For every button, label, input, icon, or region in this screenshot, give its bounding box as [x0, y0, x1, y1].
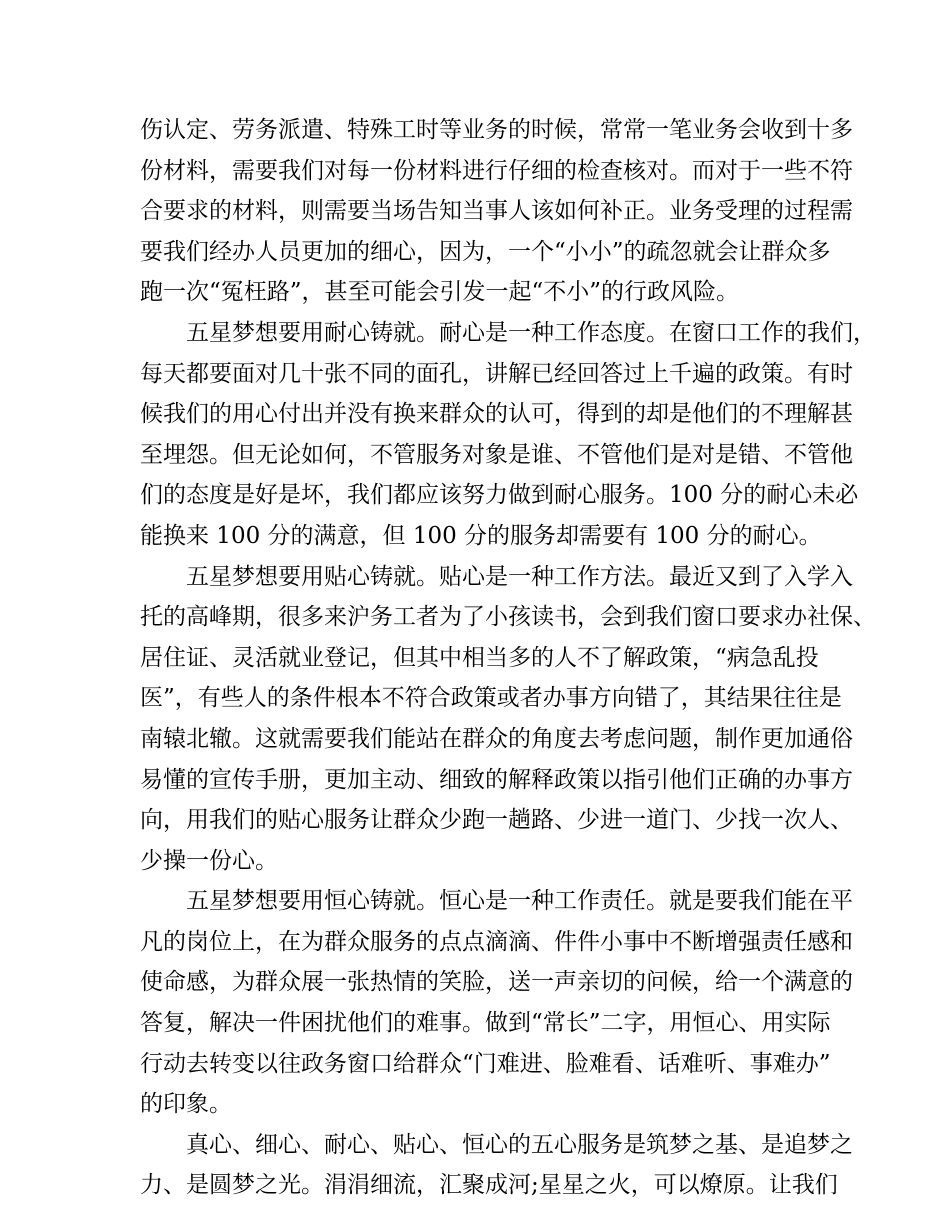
text-line: 力、是圆梦之光。涓涓细流，汇聚成河;星星之火，可以燎原。让我们 [140, 1172, 838, 1199]
text-line: 能换来 100 分的满意，但 100 分的服务却需要有 100 分的耐心。 [140, 522, 822, 549]
text-line: 医”，有些人的条件根本不符合政策或者办事方向错了，其结果往往是 [140, 685, 842, 712]
paragraph-start-line: 五星梦想要用贴心铸就。贴心是一种工作方法。最近又到了入学入 [186, 563, 853, 590]
paragraph-start-line: 五星梦想要用恒心铸就。恒心是一种工作责任。就是要我们能在平 [186, 888, 853, 915]
text-line: 份材料，需要我们对每一份材料进行仔细的检查核对。而对于一些不符 [140, 157, 853, 184]
text-line: 跑一次“冤枉路”，甚至可能会引发一起“不小”的行政风险。 [140, 279, 740, 306]
text-line: 每天都要面对几十张不同的面孔，讲解已经回答过上千遍的政策。有时 [140, 360, 853, 387]
text-line: 答复，解决一件困扰他们的难事。做到“常长”二字，用恒心、用实际 [140, 1010, 831, 1037]
text-line: 至埋怨。但无论如何，不管服务对象是谁、不管他们是对是错、不管他 [140, 441, 853, 468]
text-line: 少操一份心。 [140, 847, 278, 874]
text-line: 合要求的材料，则需要当场告知当事人该如何补正。业务受理的过程需 [140, 198, 853, 225]
text-line: 行动去转变以往政务窗口给群众“门难进、脸难看、话难听、事难办” [140, 1050, 831, 1077]
text-line: 托的高峰期，很多来沪务工者为了小孩读书，会到我们窗口要求办社保、 [140, 604, 876, 631]
text-line: 的印象。 [140, 1091, 232, 1118]
text-line: 要我们经办人员更加的细心，因为，一个“小小”的疏忽就会让群众多 [140, 238, 831, 265]
text-line: 向，用我们的贴心服务让群众少跑一趟路、少进一道门、少找一次人、 [140, 807, 853, 834]
text-line: 候我们的用心付出并没有换来群众的认可，得到的却是他们的不理解甚 [140, 401, 853, 428]
document-body [140, 110, 876, 1206]
text-line: 易懂的宣传手册，更加主动、细致的解释政策以指引他们正确的办事方 [140, 766, 853, 793]
paragraph-start-line: 真心、细心、耐心、贴心、恒心的五心服务是筑梦之基、是追梦之 [186, 1131, 853, 1158]
text-line: 伤认定、劳务派遣、特殊工时等业务的时候，常常一笔业务会收到十多 [140, 117, 853, 143]
text-line: 居住证、灵活就业登记，但其中相当多的人不了解政策，“病急乱投 [140, 644, 819, 671]
text-line: 凡的岗位上，在为群众服务的点点滴滴、件件小事中不断增强责任感和 [140, 928, 853, 955]
text-line: 使命感，为群众展一张热情的笑脸，送一声亲切的问候，给一个满意的 [140, 969, 853, 996]
text-line: 们的态度是好是坏，我们都应该努力做到耐心服务。100 分的耐心未必 [140, 482, 859, 509]
paragraph-start-line: 五星梦想要用耐心铸就。耐心是一种工作态度。在窗口工作的我们， [186, 319, 876, 346]
text-line: 南辕北辙。这就需要我们能站在群众的角度去考虑问题，制作更加通俗 [140, 725, 853, 752]
